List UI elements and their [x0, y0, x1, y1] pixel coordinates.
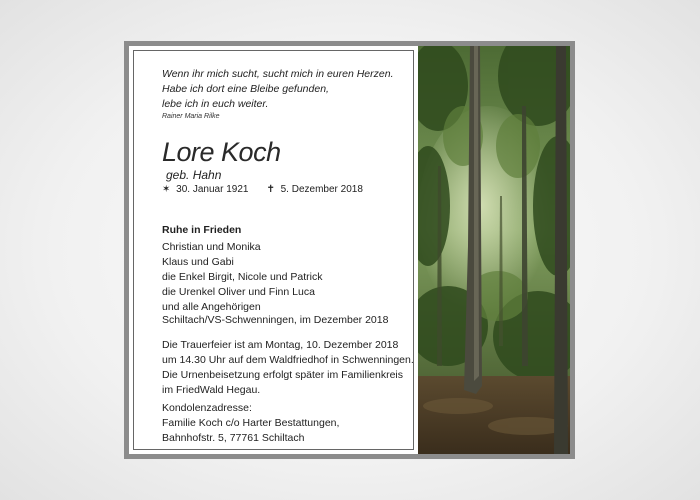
quote-line: Wenn ihr mich sucht, sucht mich in euren Herzen.	[162, 68, 394, 80]
life-dates	[162, 184, 363, 195]
obituary-card	[124, 41, 575, 459]
condolence-line: Kondolenzadresse:	[162, 402, 252, 414]
funeral-line: Die Urnenbeisetzung erfolgt später im Familienkreis	[162, 369, 404, 381]
deceased-name: Lore Koch	[162, 137, 281, 167]
mourner-line: die Urenkel Oliver und Finn Luca	[162, 286, 315, 298]
rilke-quote	[162, 67, 394, 112]
funeral-info	[162, 338, 414, 398]
maiden-name: geb. Hahn	[166, 168, 222, 182]
death-date: 5. Dezember 2018	[280, 184, 363, 195]
death-cross-icon: ✝	[266, 184, 275, 195]
rest-in-peace-heading: Ruhe in Frieden	[162, 224, 242, 236]
quote-line: Habe ich dort eine Bleibe gefunden,	[162, 83, 329, 95]
mourner-line: die Enkel Birgit, Nicole und Patrick	[162, 271, 323, 283]
mourner-line: und alle Angehörigen	[162, 301, 261, 313]
condolence-line: Bahnhofstr. 5, 77761 Schiltach	[162, 432, 305, 444]
funeral-line: im FriedWald Hegau.	[162, 384, 261, 396]
mourners-list	[162, 240, 323, 315]
forest-photo	[418, 46, 570, 454]
place-and-date: Schiltach/VS-Schwenningen, im Dezember 2018	[162, 314, 389, 326]
death-date-group	[266, 184, 362, 195]
birth-date: 30. Januar 1921	[176, 184, 249, 195]
quote-author: Rainer Maria Rilke	[162, 113, 220, 120]
birth-date-group	[162, 184, 248, 195]
funeral-line: Die Trauerfeier ist am Montag, 10. Dezember 2018	[162, 339, 399, 351]
condolence-line: Familie Koch c/o Harter Bestattungen,	[162, 417, 340, 429]
mourner-line: Klaus und Gabi	[162, 256, 234, 268]
condolence-address	[162, 401, 339, 446]
obituary-text-panel	[129, 46, 418, 454]
funeral-line: um 14.30 Uhr auf dem Waldfriedhof in Schwenningen.	[162, 354, 414, 366]
mourner-line: Christian und Monika	[162, 241, 261, 253]
quote-line: lebe ich in euch weiter.	[162, 98, 269, 110]
forest-illustration	[418, 46, 570, 454]
birth-star-icon: ✶	[162, 184, 171, 195]
